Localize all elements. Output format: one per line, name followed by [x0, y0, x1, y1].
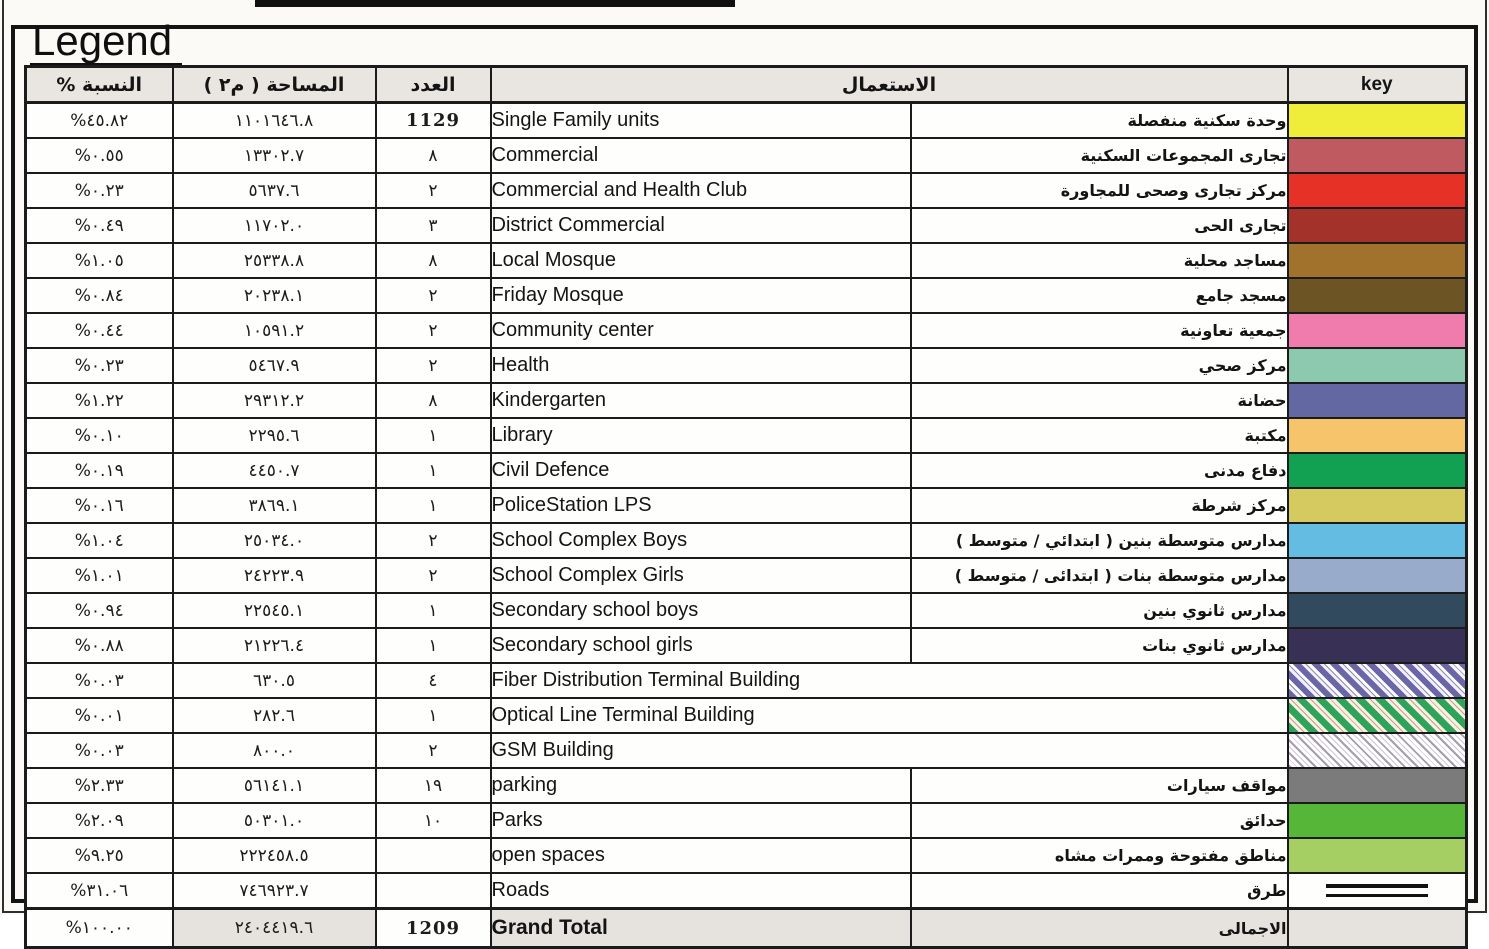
use-name-en-cell: School Complex Boys [491, 523, 911, 558]
percent-cell: %٢.٣٣ [26, 768, 173, 803]
count-cell: ١ [376, 453, 491, 488]
count-cell: ٨ [376, 243, 491, 278]
area-cell: ٧٤٦٩٢٣.٧ [173, 873, 376, 909]
percent-cell: %٠.٤٤ [26, 313, 173, 348]
key-swatch [1288, 418, 1467, 453]
count-cell: ١٩ [376, 768, 491, 803]
percent-cell: %٠.١٦ [26, 488, 173, 523]
column-header-count: العدد [376, 67, 491, 103]
table-row [26, 243, 1467, 278]
key-swatch [1288, 488, 1467, 523]
percent-cell: %٠.٠٣ [26, 663, 173, 698]
table-row [26, 628, 1467, 663]
percent-cell: %٠.٢٣ [26, 348, 173, 383]
key-swatch [1288, 278, 1467, 313]
legend-table-body [26, 103, 1467, 948]
area-cell: ٢٤٢٢٣.٩ [173, 558, 376, 593]
count-cell: ٤ [376, 663, 491, 698]
use-name-ar-cell: وحدة سكنية منفصلة [911, 103, 1288, 139]
area-cell: ٢٢٩٥.٦ [173, 418, 376, 453]
area-cell: ١٣٣٠٢.٧ [173, 138, 376, 173]
key-swatch [1288, 103, 1467, 139]
area-cell: ٤٤٥٠.٧ [173, 453, 376, 488]
use-name-en-cell: Grand Total [491, 909, 911, 948]
use-name-en-cell: Health [491, 348, 911, 383]
use-name-ar-cell: حدائق [911, 803, 1288, 838]
area-cell: ١١٧٠٢.٠ [173, 208, 376, 243]
count-cell: 1209 [376, 909, 491, 948]
use-name-en-cell: School Complex Girls [491, 558, 911, 593]
use-name-ar-cell: حضانة [911, 383, 1288, 418]
key-swatch-roads [1288, 873, 1467, 909]
count-cell: ٢ [376, 313, 491, 348]
use-name-ar-cell: مركز تجارى وصحى للمجاورة [911, 173, 1288, 208]
use-name-ar-cell: دفاع مدنى [911, 453, 1288, 488]
use-name-en-cell: Commercial [491, 138, 911, 173]
area-cell: ٢٢٢٤٥٨.٥ [173, 838, 376, 873]
use-name-ar-cell: الاجمالى [911, 909, 1288, 948]
use-name-en-cell: Secondary school girls [491, 628, 911, 663]
use-name-ar-cell: مدارس متوسطة بنات ( ابتدائى / متوسط ) [911, 558, 1288, 593]
use-name-ar-cell: جمعية تعاونية [911, 313, 1288, 348]
percent-cell: %٠.٤٩ [26, 208, 173, 243]
use-name-ar-cell: مساجد محلية [911, 243, 1288, 278]
use-name-ar-cell: تجارى المجموعات السكنية [911, 138, 1288, 173]
table-row [26, 348, 1467, 383]
table-row [26, 593, 1467, 628]
area-cell: ٢٥٠٣٤.٠ [173, 523, 376, 558]
area-cell: ٢٤٠٤٤١٩.٦ [173, 909, 376, 948]
column-header-percent: النسبة % [26, 67, 173, 103]
use-name-en-cell: Civil Defence [491, 453, 911, 488]
use-name-en-cell: Optical Line Terminal Building [491, 698, 1288, 733]
use-name-ar-cell: طرق [911, 873, 1288, 909]
page-title: Legend [30, 20, 182, 67]
key-swatch [1288, 523, 1467, 558]
table-row [26, 208, 1467, 243]
table-row [26, 138, 1467, 173]
use-name-ar-cell: مدارس ثانوي بنات [911, 628, 1288, 663]
key-swatch [1288, 838, 1467, 873]
percent-cell: %٠.٢٣ [26, 173, 173, 208]
table-row [26, 803, 1467, 838]
key-swatch-hatch-fiber [1288, 663, 1467, 698]
count-cell: ٢ [376, 278, 491, 313]
count-cell: ٨ [376, 383, 491, 418]
use-name-ar-cell: مسجد جامع [911, 278, 1288, 313]
table-row [26, 418, 1467, 453]
percent-cell: %١.٢٢ [26, 383, 173, 418]
count-cell: ٢ [376, 173, 491, 208]
use-name-en-cell: Local Mosque [491, 243, 911, 278]
key-swatch [1288, 313, 1467, 348]
area-cell: ٥٤٦٧.٩ [173, 348, 376, 383]
count-cell: ٢ [376, 558, 491, 593]
use-name-en-cell: Single Family units [491, 103, 911, 139]
area-cell: ٥٦١٤١.١ [173, 768, 376, 803]
column-header-area: المساحة ( م٢ ) [173, 67, 376, 103]
key-swatch [1288, 348, 1467, 383]
key-swatch [1288, 208, 1467, 243]
percent-cell: %٠.٩٤ [26, 593, 173, 628]
percent-cell: %٠.٠٣ [26, 733, 173, 768]
table-row [26, 663, 1467, 698]
table-row [26, 768, 1467, 803]
table-row [26, 173, 1467, 208]
area-cell: ١٠٥٩١.٢ [173, 313, 376, 348]
use-name-ar-cell: مدارس متوسطة بنين ( ابتدائي / متوسط ) [911, 523, 1288, 558]
use-name-ar-cell: مكتبة [911, 418, 1288, 453]
key-swatch [1288, 453, 1467, 488]
key-swatch [1288, 138, 1467, 173]
table-row [26, 558, 1467, 593]
count-cell: ١ [376, 628, 491, 663]
area-cell: ٢١٢٢٦.٤ [173, 628, 376, 663]
percent-cell: %٩.٢٥ [26, 838, 173, 873]
table-row [26, 313, 1467, 348]
percent-cell: %١.٠٥ [26, 243, 173, 278]
use-name-ar-cell: مناطق مفتوحة وممرات مشاه [911, 838, 1288, 873]
area-cell: ٢٩٣١٢.٢ [173, 383, 376, 418]
area-cell: ٢٨٢.٦ [173, 698, 376, 733]
count-cell: ١ [376, 488, 491, 523]
use-name-en-cell: Parks [491, 803, 911, 838]
use-name-en-cell: Roads [491, 873, 911, 909]
percent-cell: %٤٥.٨٢ [26, 103, 173, 139]
use-name-en-cell: PoliceStation LPS [491, 488, 911, 523]
key-swatch [1288, 768, 1467, 803]
key-swatch [1288, 243, 1467, 278]
percent-cell: %٠.٠١ [26, 698, 173, 733]
column-header-key: key [1288, 67, 1467, 103]
count-cell: ٣ [376, 208, 491, 243]
area-cell: ٥٦٣٧.٦ [173, 173, 376, 208]
count-cell: ٢ [376, 348, 491, 383]
percent-cell: %٠.١٠ [26, 418, 173, 453]
count-cell: ٢ [376, 523, 491, 558]
key-swatch [1288, 558, 1467, 593]
table-row [26, 909, 1467, 948]
table-row [26, 873, 1467, 909]
use-name-ar-cell: مركز شرطة [911, 488, 1288, 523]
use-name-en-cell: Secondary school boys [491, 593, 911, 628]
area-cell: ٢٢٥٤٥.١ [173, 593, 376, 628]
table-row [26, 488, 1467, 523]
area-cell: ٢٥٣٣٨.٨ [173, 243, 376, 278]
table-row [26, 453, 1467, 488]
use-name-en-cell: District Commercial [491, 208, 911, 243]
count-cell: 1129 [376, 103, 491, 139]
table-row [26, 733, 1467, 768]
use-name-en-cell: Library [491, 418, 911, 453]
table-row [26, 103, 1467, 139]
header-row [26, 67, 1467, 103]
percent-cell: %٠.٥٥ [26, 138, 173, 173]
count-cell: ١ [376, 698, 491, 733]
use-name-ar-cell: مدارس ثانوي بنين [911, 593, 1288, 628]
use-name-en-cell: parking [491, 768, 911, 803]
area-cell: ٨٠٠.٠ [173, 733, 376, 768]
use-name-ar-cell: مركز صحي [911, 348, 1288, 383]
use-name-en-cell: Community center [491, 313, 911, 348]
column-header-use: الاستعمال [491, 67, 1288, 103]
key-swatch [1288, 173, 1467, 208]
area-cell: ٦٣٠.٥ [173, 663, 376, 698]
key-swatch [1288, 593, 1467, 628]
key-swatch-hatch-optical [1288, 698, 1467, 733]
count-cell: ١ [376, 593, 491, 628]
count-cell: ١٠ [376, 803, 491, 838]
use-name-en-cell: Friday Mosque [491, 278, 911, 313]
percent-cell: %١.٠١ [26, 558, 173, 593]
count-cell [376, 873, 491, 909]
percent-cell: %٢.٠٩ [26, 803, 173, 838]
table-row [26, 838, 1467, 873]
area-cell: ٣٨٦٩.١ [173, 488, 376, 523]
count-cell: ٢ [376, 733, 491, 768]
key-swatch [1288, 909, 1467, 948]
use-name-ar-cell: مواقف سيارات [911, 768, 1288, 803]
count-cell [376, 838, 491, 873]
percent-cell: %١.٠٤ [26, 523, 173, 558]
table-row [26, 698, 1467, 733]
legend-table [24, 65, 1468, 949]
percent-cell: %٠.٨٤ [26, 278, 173, 313]
area-cell: ١١٠١٦٤٦.٨ [173, 103, 376, 139]
use-name-en-cell: open spaces [491, 838, 911, 873]
table-row [26, 383, 1467, 418]
key-swatch-hatch-gsm [1288, 733, 1467, 768]
use-name-en-cell: Fiber Distribution Terminal Building [491, 663, 1288, 698]
table-row [26, 523, 1467, 558]
use-name-ar-cell: تجارى الحى [911, 208, 1288, 243]
key-swatch [1288, 383, 1467, 418]
percent-cell: %٠.٨٨ [26, 628, 173, 663]
key-swatch [1288, 628, 1467, 663]
table-row [26, 278, 1467, 313]
use-name-en-cell: Kindergarten [491, 383, 911, 418]
area-cell: ٢٠٢٣٨.١ [173, 278, 376, 313]
roads-double-line-icon [1326, 884, 1428, 897]
use-name-en-cell: Commercial and Health Club [491, 173, 911, 208]
key-swatch [1288, 803, 1467, 838]
percent-cell: %٠.١٩ [26, 453, 173, 488]
percent-cell: %٣١.٠٦ [26, 873, 173, 909]
use-name-en-cell: GSM Building [491, 733, 1288, 768]
percent-cell: %١٠٠.٠٠ [26, 909, 173, 948]
count-cell: ١ [376, 418, 491, 453]
count-cell: ٨ [376, 138, 491, 173]
area-cell: ٥٠٣٠١.٠ [173, 803, 376, 838]
